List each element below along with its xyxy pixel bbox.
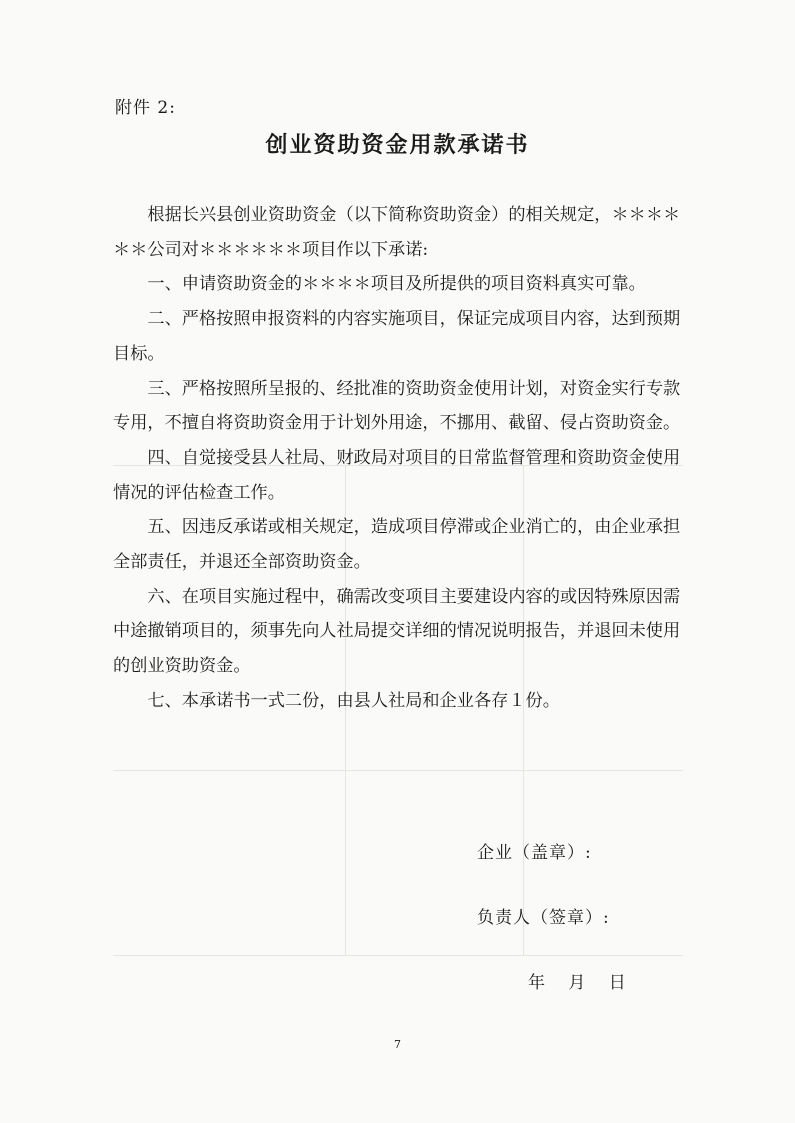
responsible-person-signature-label: 负责人（签章）: — [477, 908, 610, 928]
commitment-item-2: 二、严格按照申报资料的内容实施项目，保证完成项目内容，达到预期目标。 — [113, 309, 681, 364]
bleed-line — [113, 770, 683, 771]
signature-date: 年 月 日 — [528, 973, 627, 993]
intro-paragraph: 根据长兴县创业资助资金（以下简称资助资金）的相关规定，＊＊＊＊＊＊公司对＊＊＊＊＊＊项目作以下承诺: — [113, 205, 681, 260]
commitment-item-4: 四、自觉接受县人社局、财政局对项目的日常监督管理和资助资金使用情况的评估检查工作。 — [113, 447, 681, 503]
page-number: 7 — [394, 1038, 401, 1051]
document-body — [113, 198, 685, 719]
commitment-item-5: 五、因违反承诺或相关规定，造成项目停滞或企业消亡的，由企业承担全部责任，并退还全部资助资金。 — [113, 517, 681, 573]
commitment-item-3: 三、严格按照所呈报的、经批准的资助资金使用计划，对资金实行专款专用，不擅自将资助资金用于计划外用途，不挪用、截留、侵占资助资金。 — [113, 378, 681, 434]
commitment-item-7: 七、本承诺书一式二份，由县人社局和企业各存１份。 — [147, 690, 560, 711]
bleed-line — [113, 955, 683, 956]
company-seal-label: 企业（盖章）: — [477, 843, 592, 863]
commitment-item-1: 一、申请资助资金的＊＊＊＊项目及所提供的项目资料真实可靠。 — [147, 274, 646, 295]
attachment-label: 附件 2: — [115, 98, 176, 118]
document-title: 创业资助资金用款承诺书 — [265, 133, 530, 158]
commitment-item-6: 六、在项目实施过程中，确需改变项目主要建设内容的或因特殊原因需中途撤销项目的，须事先向人社局提交详细的情况说明报告，并退回未使用的创业资助资金。 — [113, 586, 681, 677]
